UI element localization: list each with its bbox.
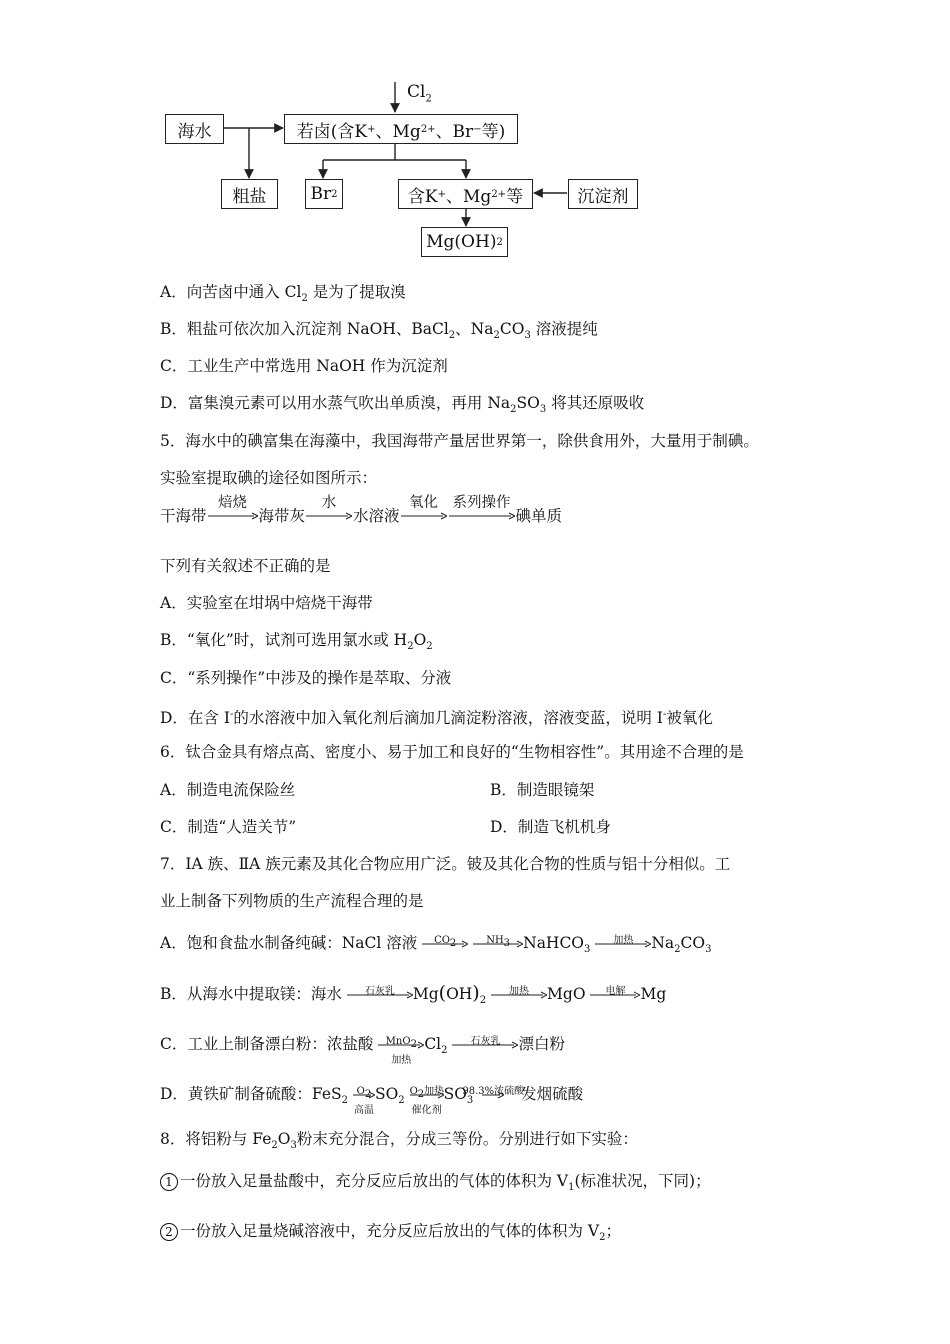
q5-option-a: A．实验室在坩埚中焙烧干海带 — [160, 594, 373, 612]
q5-ask: 下列有关叙述不正确的是 — [160, 557, 331, 575]
q5-option-b: B．“氧化”时，试剂可选用氯水或 $H_2O_2$ — [160, 631, 433, 653]
circled-1: 1 — [160, 1173, 178, 1191]
arrow-nh3: $NH_3$ — [473, 939, 523, 949]
q4-option-a: A．向苦卤中通入 $Cl_2$ 是为了提取溴 — [160, 283, 406, 305]
q7-option-c: C．工业上制备漂白粉：浓盐酸 MnO$_2$ 加热 $Cl_2$ 石灰乳 漂白粉 — [160, 1035, 565, 1066]
q8-item-1: 1 一份放入足量盐酸中，充分反应后放出的气体的体积为 $V_1$(标准状况，下同)； — [160, 1170, 711, 1199]
route-arrow-roast: 焙烧 — [208, 508, 258, 526]
arrow-heat-b: 加热 — [491, 990, 547, 1000]
q7-option-d: D．黄铁矿制备硫酸：FeS$_2$ $O_2$ 高温 $SO_2$ $O_2$加热 催化剂 $SO_3$ 98.3%浓硫酸 发烟硫酸 — [160, 1085, 584, 1116]
q5-option-c: C．“系列操作”中涉及的操作是萃取、分液 — [160, 669, 452, 687]
arrow-o2-cat: $O_2$加热 催化剂 — [409, 1086, 445, 1116]
q6-stem: 6．钛合金具有熔点高、密度小、易于加工和良好的“生物相容性”。其用途不合理的是 — [160, 743, 744, 761]
q5-stem-line2: 实验室提取碘的途径如图所示： — [160, 469, 378, 487]
precipitant-box: 沉淀剂 — [568, 179, 638, 209]
arrow-acid: 98.3%浓硫酸 — [462, 1086, 525, 1097]
crude-salt-box: 粗盐 — [221, 179, 278, 209]
q4-option-c: C．工业生产中常选用 NaOH 作为沉淀剂 — [160, 357, 448, 375]
arrow-elec: 电解 — [590, 990, 640, 1000]
q7-option-b: B．从海水中提取镁：海水 石灰乳 $Mg(OH)_2$ 加热 MgO 电解 Mg — [160, 982, 667, 1007]
arrow-lime-b: 石灰乳 — [347, 990, 413, 1000]
arrow-mno2: MnO$_2$ 加热 — [378, 1040, 424, 1050]
mgoh2-box: Mg(OH) 2 — [421, 227, 508, 257]
arrow-co2: $CO_2$ — [422, 939, 468, 949]
q8-item-2: 2 一份放入足量烧碱溶液中，充分反应后放出的气体的体积为 $V_2$； — [160, 1220, 621, 1249]
circled-2: 2 — [160, 1223, 178, 1241]
q7-stem-line1: 7．ⅠA 族、ⅡA 族元素及其化合物应用广泛。铍及其化合物的性质与铝十分相似。工 — [160, 855, 731, 873]
q6-option-a: A．制造电流保险丝 — [160, 781, 296, 799]
seawater-box: 海水 — [165, 114, 224, 144]
q4-option-b: B．粗盐可依次加入沉淀剂 NaOH、BaCl$_2$、$Na_2CO_3$ 溶液提纯 — [160, 320, 598, 342]
route-arrow-series: 系列操作 — [449, 508, 515, 526]
q5-stem-line1: 5．海水中的碘富集在海藻中，我国海带产量居世界第一，除供食用外，大量用于制碘。 — [160, 432, 759, 450]
q7-stem-line2: 业上制备下列物质的生产流程合理的是 — [160, 892, 424, 910]
arrow-o2-hot: $O_2$ 高温 — [353, 1086, 374, 1116]
bittern-box: 若卤(含K + 、Mg 2+ 、Br − 等) — [284, 114, 518, 144]
q6-option-d: D．制造飞机机身 — [490, 818, 611, 836]
route-arrow-oxidize: 氧化 — [401, 508, 447, 526]
arrow-lime-c: 石灰乳 — [452, 1040, 518, 1050]
arrow-heat-a: 加热 — [595, 939, 651, 949]
q4-option-d: D．富集溴元素可以用水蒸气吹出单质溴，再用 $Na_2SO_3$ 将其还原吸收 — [160, 394, 645, 416]
q5-route: 干海带 焙烧 海带灰 水 水溶液 氧化 系列操作 碘单质 — [160, 495, 563, 525]
q7-option-a: A．饱和食盐水制备纯碱：NaCl 溶液 $CO_2$ $NH_3$ NaHCO$_3$ 加热 $Na_2CO_3$ — [160, 934, 712, 956]
route-arrow-water: 水 — [306, 508, 352, 526]
cl2-label: $Cl_2$ — [407, 82, 432, 105]
k-mg-box: 含K + 、Mg 2+ 等 — [398, 179, 533, 209]
q8-stem: 8．将铝粉与 $Fe_2O_3$粉末充分混合，分成三等份。分别进行如下实验： — [160, 1130, 638, 1152]
q6-option-b: B．制造眼镜架 — [490, 781, 595, 799]
q6-option-c: C．制造“人造关节” — [160, 818, 297, 836]
br2-box: Br 2 — [305, 179, 343, 209]
q5-option-d: D．在含 I-的水溶液中加入氧化剂后滴加几滴淀粉溶液，溶液变蓝，说明 I-被氧化 — [160, 709, 713, 728]
